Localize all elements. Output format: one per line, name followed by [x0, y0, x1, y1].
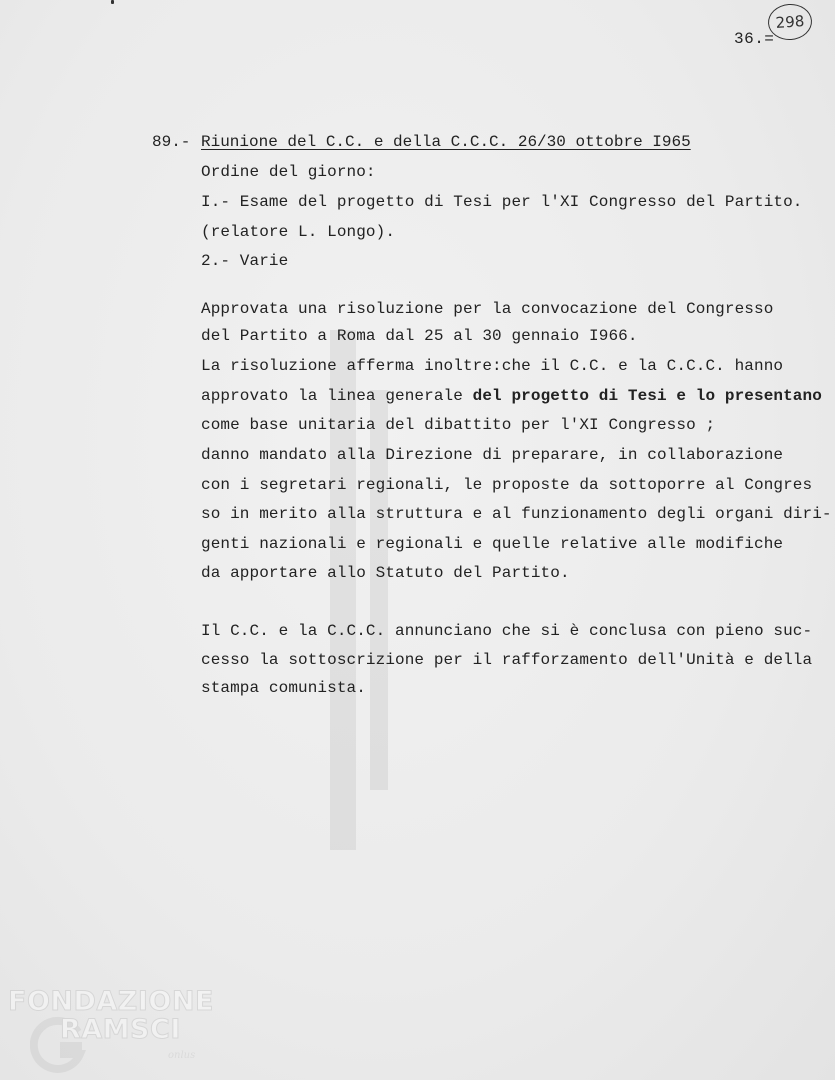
entry-number: 89.- [152, 133, 191, 151]
agenda-item-1: I.- Esame del progetto di Tesi per l'XI Congresso del Partito. [201, 193, 803, 211]
agenda-heading: Ordine del giorno: [201, 163, 376, 181]
paragraph1-line: Approvata una risoluzione per la convocazione del Congresso [201, 300, 774, 318]
agenda-item-2: 2.- Varie [201, 252, 289, 270]
paragraph1-line: da apportare allo Statuto del Partito. [201, 564, 570, 582]
entry-title: Riunione del C.C. e della C.C.C. 26/30 ottobre I965 [201, 133, 691, 151]
archive-watermark [260, 330, 460, 850]
paragraph1-line: con i segretari regionali, le proposte da sottoporre al Congres [201, 476, 813, 494]
fondazione-gramsci-logo [8, 986, 214, 1078]
page-number: 36.= [734, 30, 775, 48]
paragraph1-line-text: approvato la linea generale [201, 387, 473, 405]
paragraph1-line: come base unitaria del dibattito per l'XI Congresso ; [201, 416, 716, 434]
paragraph1-line: so in merito alla struttura e al funzionamento degli organi diri- [201, 505, 832, 523]
paragraph2-line: stampa comunista. [201, 679, 366, 697]
agenda-item-1-rapporteur: (relatore L. Longo). [201, 223, 396, 241]
paragraph1-line: danno mandato alla Direzione di preparare, in collaborazione [201, 446, 784, 464]
paragraph1-line: La risoluzione afferma inoltre:che il C.C. e la C.C.C. hanno [201, 357, 784, 375]
paragraph2-line: cesso la sottoscrizione per il rafforzamento dell'Unità e della [201, 651, 813, 669]
paragraph1-line [201, 387, 822, 405]
logo-subtitle: onlus [168, 1050, 196, 1061]
logo-line1: FONDAZIONE [8, 986, 214, 1017]
paragraph1-bold-text: del progetto di Tesi e lo presentano [472, 387, 822, 405]
logo-line2: RAMSCI [60, 1014, 181, 1045]
paragraph1-line: genti nazionali e regionali e quelle relative alle modifiche [201, 535, 784, 553]
paragraph1-line: del Partito a Roma dal 25 al 30 gennaio I966. [201, 327, 638, 345]
archive-number-stamp: 298 [767, 3, 813, 42]
stray-ink-mark [111, 0, 114, 4]
paragraph2-line: Il C.C. e la C.C.C. annunciano che si è conclusa con pieno suc- [201, 622, 813, 640]
